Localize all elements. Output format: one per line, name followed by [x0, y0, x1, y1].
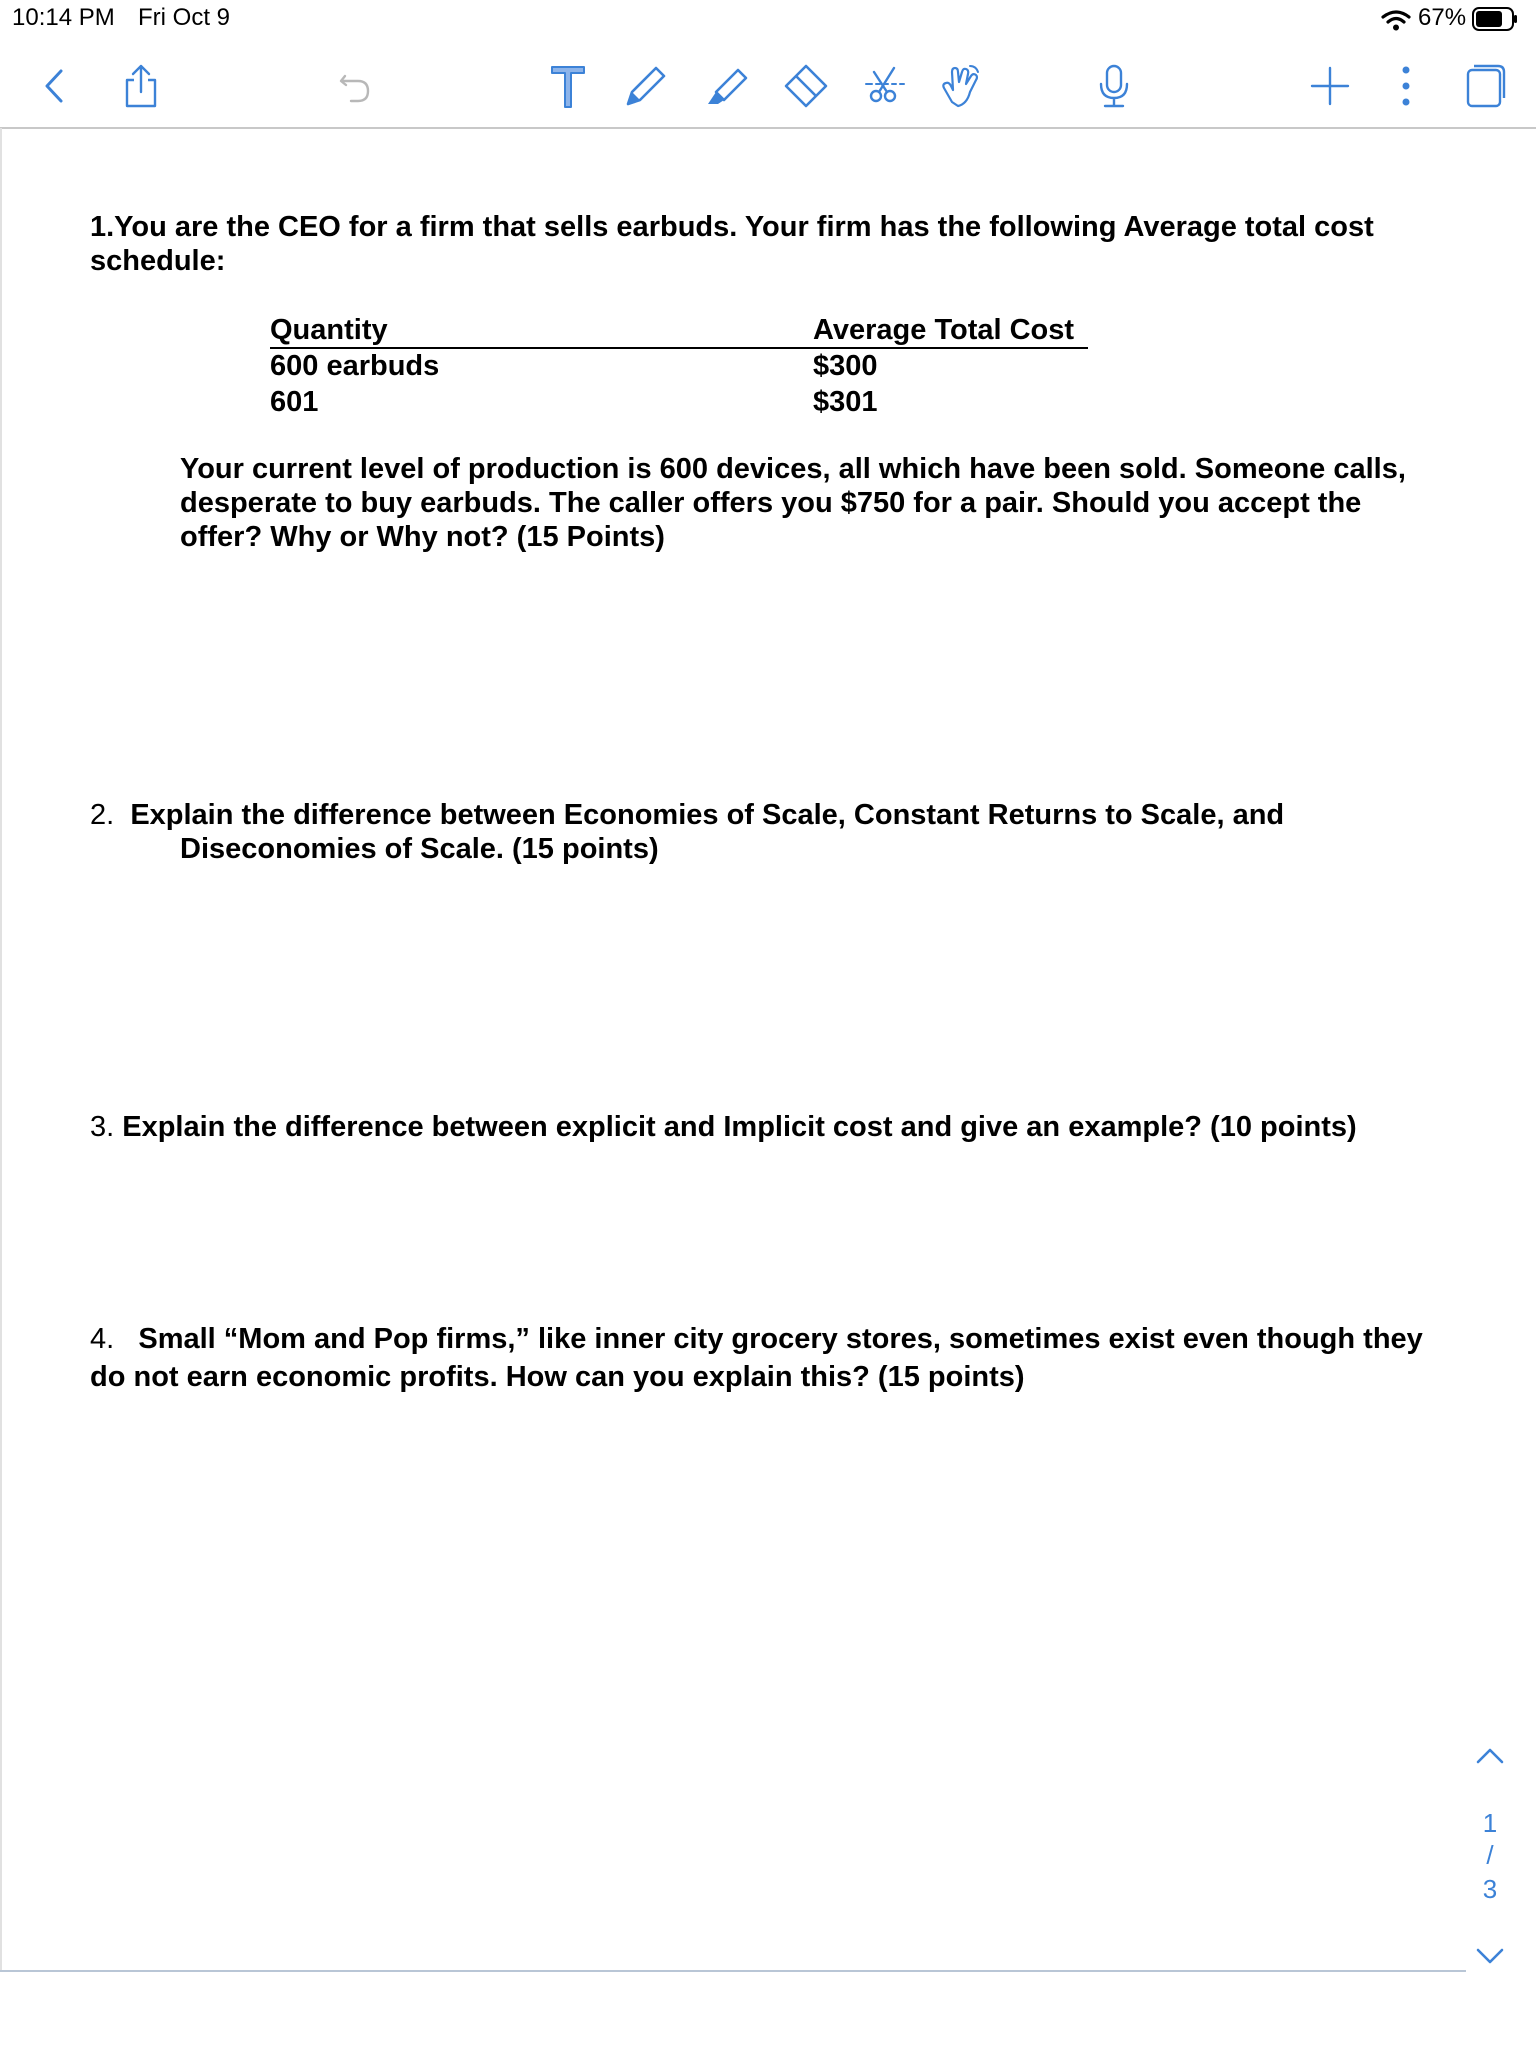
status-time: 10:14 PM	[12, 4, 115, 31]
table-row	[270, 385, 1088, 421]
page-separator: /	[1486, 1840, 1494, 1870]
question-2-line2: Diseconomies of Scale. (15 points)	[180, 833, 659, 865]
question-1-followup: Your current level of production is 600 devices, all which have been sold. Someone calls, desperate to buy earbuds. The caller offers you $750 for a pair. Should you accept the offer? Why or Why not? (15 Points)	[180, 453, 1406, 553]
wifi-icon	[1381, 9, 1411, 31]
header-average-total-cost: Average Total Cost	[813, 314, 1075, 346]
scissors-tool-icon	[860, 62, 908, 110]
question-2-line1: Explain the difference between Economies of Scale, Constant Returns to Scale, and	[130, 799, 1285, 831]
next-page-icon[interactable]	[1472, 1944, 1508, 1968]
eraser-tool[interactable]	[778, 58, 834, 114]
table-row	[270, 349, 1088, 385]
back-button[interactable]	[26, 58, 82, 114]
add-page-button[interactable]	[1302, 58, 1358, 114]
question-3	[90, 1110, 1470, 1144]
battery-icon	[1472, 7, 1518, 31]
question-3-number: 3.	[90, 1111, 115, 1143]
cell-cost: $301	[813, 386, 878, 418]
table-header	[270, 313, 1088, 349]
pen-tool-icon	[622, 62, 670, 110]
page-bottom-edge	[0, 1970, 1466, 1972]
cell-cost: $300	[813, 350, 878, 382]
back-chevron-icon	[30, 62, 78, 110]
status-date: Fri Oct 9	[138, 4, 231, 31]
cell-quantity: 600 earbuds	[270, 350, 440, 382]
question-1: 1.You are the CEO for a firm that sells earbuds. Your firm has the following Average total cost schedule:	[90, 211, 1374, 277]
hand-tool-icon	[936, 62, 984, 110]
more-icon	[1382, 62, 1430, 110]
text-tool-icon	[544, 62, 592, 110]
current-page-number: 1	[1482, 1808, 1498, 1838]
more-button[interactable]	[1378, 58, 1434, 114]
text-tool[interactable]	[540, 58, 596, 114]
question-4-number: 4.	[90, 1323, 115, 1355]
question-2-number: 2.	[90, 799, 115, 831]
lasso-scissors-tool[interactable]	[856, 58, 912, 114]
hand-tool[interactable]	[932, 58, 988, 114]
previous-page-icon[interactable]	[1472, 1744, 1508, 1768]
question-3-text: Explain the difference between explicit and Implicit cost and give an example? (10 points)	[122, 1111, 1357, 1143]
battery-percent: 67%	[1418, 4, 1467, 31]
undo-icon	[331, 62, 379, 110]
question-2	[90, 798, 1390, 866]
toolbar-divider	[0, 127, 1536, 129]
undo-button[interactable]	[327, 58, 383, 114]
highlighter-tool-icon	[702, 62, 750, 110]
microphone-icon	[1090, 62, 1138, 110]
average-total-cost-table	[270, 313, 1088, 421]
share-icon	[117, 62, 165, 110]
pen-tool[interactable]	[618, 58, 674, 114]
add-icon	[1306, 62, 1354, 110]
highlighter-tool[interactable]	[698, 58, 754, 114]
cell-quantity: 601	[270, 386, 319, 418]
header-quantity: Quantity	[270, 314, 388, 346]
total-pages: 3	[1482, 1874, 1498, 1904]
page-left-edge	[0, 128, 2, 1970]
pages-icon	[1460, 62, 1508, 110]
share-button[interactable]	[113, 58, 169, 114]
question-4-text: Small “Mom and Pop firms,” like inner city grocery stores, sometimes exist even though they do not earn economic profits. How can you explain this? (15 points)	[90, 1323, 1423, 1393]
page-thumbnails-button[interactable]	[1456, 58, 1512, 114]
question-4	[90, 1320, 1440, 1396]
record-audio-button[interactable]	[1086, 58, 1142, 114]
eraser-tool-icon	[782, 62, 830, 110]
